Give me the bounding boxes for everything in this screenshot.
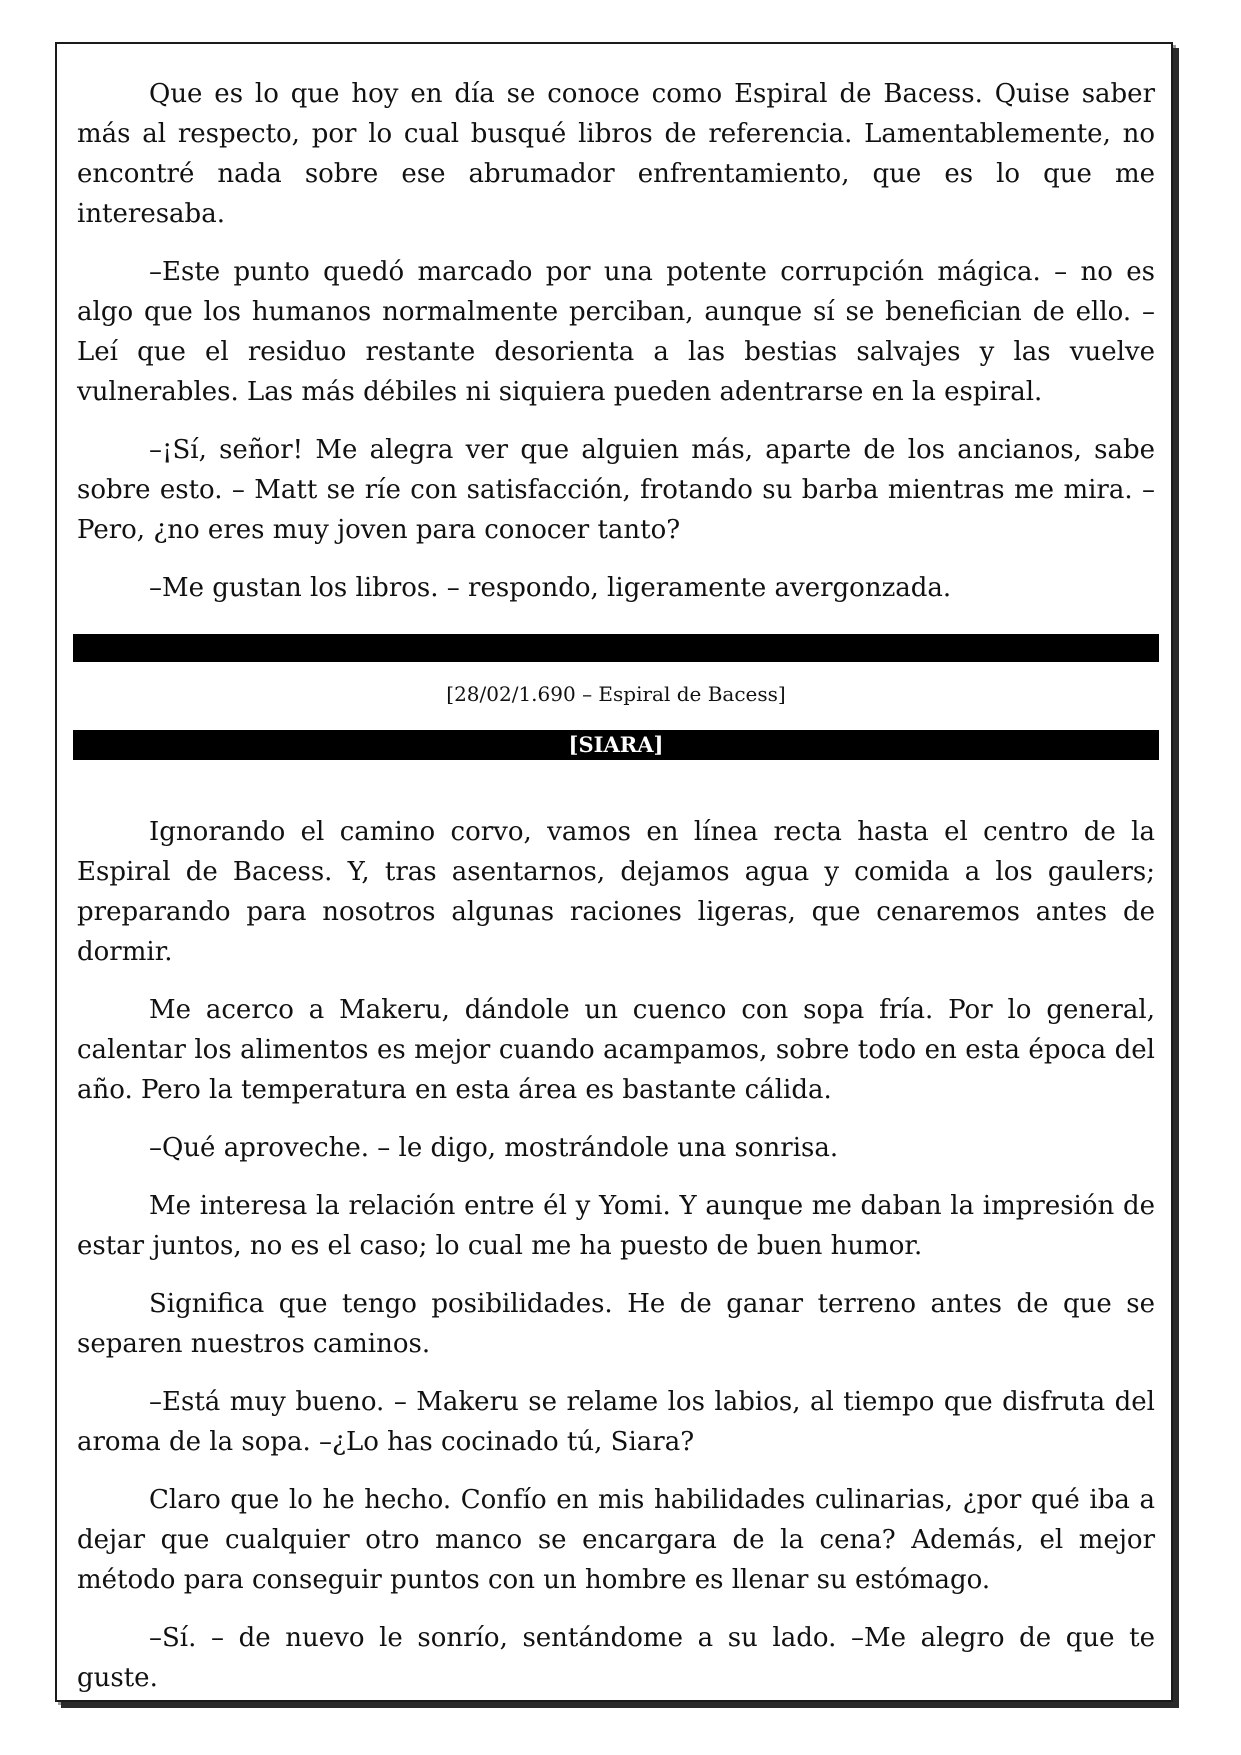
- paragraph: –Sí. – de nuevo le sonrío, sentándome a su lado. –Me alegro de que te guste.: [77, 1623, 1155, 1693]
- paragraph: Que es lo que hoy en día se conoce como Espiral de Bacess. Quise saber más al respecto, por lo cual busqué libros de referencia. Lamentablemente, no encontré nada sobre ese abrumador enfrentamiento, que es lo que me interesaba.: [77, 79, 1155, 229]
- paragraph: Ignorando el camino corvo, vamos en línea recta hasta el centro de la Espiral de Bacess. Y, tras asentarnos, dejamos agua y comida a los gaulers; preparando para nosotros algunas raciones ligeras, que cenaremos antes de dormir.: [77, 817, 1155, 967]
- paragraph: –Este punto quedó marcado por una potente corrupción mágica. – no es algo que los humanos normalmente perciban, aunque sí se benefician de ello. –Leí que el residuo restante desorienta a las bestias salvajes y las vuelve vulnerables. Las más débiles ni siquiera pueden adentrarse en la espiral.: [77, 257, 1155, 407]
- section-two-text: [73, 812, 1159, 1716]
- paragraph: –Está muy bueno. – Makeru se relame los labios, al tiempo que disfruta del aroma de la sopa. –¿Lo has cocinado tú, Siara?: [77, 1387, 1155, 1457]
- paragraph: Claro que lo he hecho. Confío en mis habilidades culinarias, ¿por qué iba a dejar que cualquier otro manco se encargara de la cena? Además, el mejor método para conseguir puntos con un hombre es llenar su estómago.: [77, 1485, 1155, 1595]
- paragraph: –¡Sí, señor! Me alegra ver que alguien más, aparte de los ancianos, sabe sobre esto. – Matt se ríe con satisfacción, frotando su barba mientras me mira. –Pero, ¿no eres muy joven para conocer tanto?: [77, 435, 1155, 545]
- paragraph: –Qué aproveche. – le digo, mostrándole una sonrisa.: [149, 1133, 839, 1163]
- character-name-bar: [SIARA]: [73, 730, 1159, 760]
- paragraph: Significa que tengo posibilidades. He de ganar terreno antes de que se separen nuestros caminos.: [77, 1289, 1155, 1359]
- paragraph: –Me gustan los libros. – respondo, ligeramente avergonzada.: [149, 573, 952, 603]
- paragraph: Me acerco a Makeru, dándole un cuenco con sopa fría. Por lo general, calentar los alimentos es mejor cuando acampamos, sobre todo en esta época del año. Pero la temperatura en esta área es bastante cálida.: [77, 995, 1155, 1105]
- scene-date-location: [28/02/1.690 – Espiral de Bacess]: [446, 682, 786, 706]
- page-frame: [55, 42, 1173, 1702]
- section-one-text: [73, 74, 1159, 626]
- scene-divider: [73, 634, 1159, 662]
- paragraph: Me interesa la relación entre él y Yomi. Y aunque me daban la impresión de estar juntos, no es el caso; lo cual me ha puesto de buen humor.: [77, 1191, 1155, 1261]
